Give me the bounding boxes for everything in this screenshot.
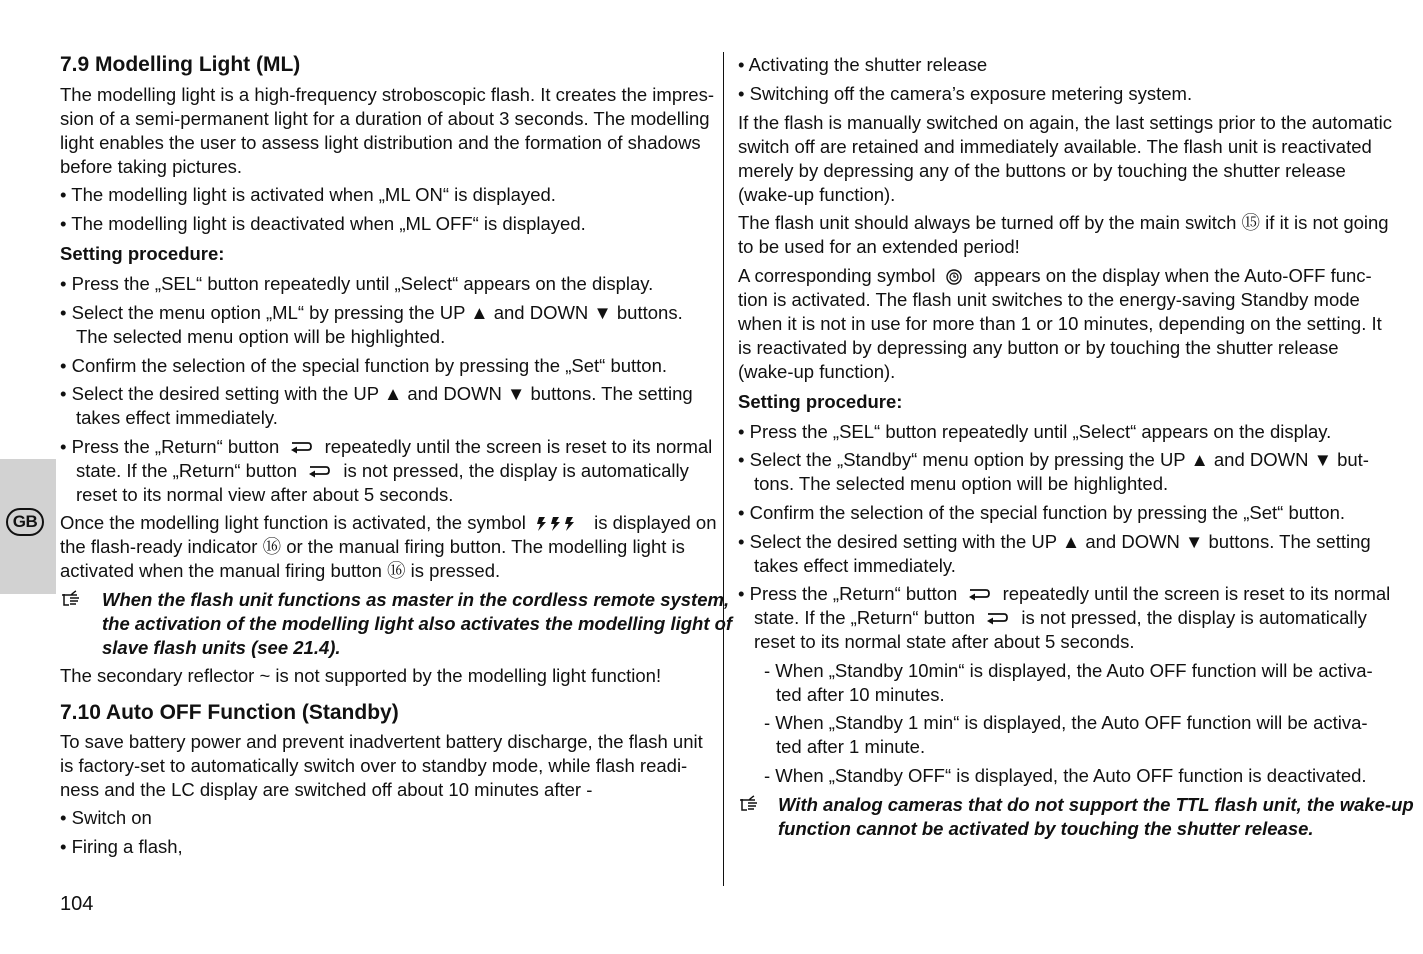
paragraph-line: when it is not in use for more than 1 or 10 minutes, depending on the setting. It [738, 313, 1382, 334]
note-line: the activation of the modelling light also activates the modelling light of [102, 613, 733, 634]
paragraph-text: A corresponding symbol [738, 265, 936, 286]
paragraph-line: To save battery power and prevent inadvertent battery discharge, the flash unit [60, 731, 703, 752]
paragraph-line: ness and the LC display are switched off about 10 minutes after - [60, 779, 593, 800]
step-2: • Select the „Standby“ menu option by pressing the UP ▲ and DOWN ▼ but- [738, 449, 1369, 470]
step-5-cont: reset to its normal state after about 5 seconds. [754, 631, 1135, 652]
step-1: • Press the „SEL“ button repeatedly until „Select“ appears on the display. [60, 273, 654, 294]
paragraph-text: appears on the display when the Auto-OFF func- [973, 265, 1372, 286]
step-5-cont [76, 459, 689, 483]
paragraph-line: activated when the manual firing button ⑯ is pressed. [60, 560, 501, 581]
step-4-cont: takes effect immediately. [754, 555, 956, 576]
dash-item-cont: ted after 1 minute. [776, 736, 926, 757]
bullet-firing: • Firing a flash, [60, 836, 183, 857]
bullet-ml-off: • The modelling light is deactivated when „ML OFF“ is displayed. [60, 213, 586, 234]
paragraph-line: The flash unit should always be turned off by the main switch ⑮ if it is not going [738, 212, 1389, 233]
note-line: slave flash units (see 21.4). [102, 637, 341, 658]
bullet-ml-on: • The modelling light is activated when „ML ON“ is displayed. [60, 184, 556, 205]
step-5-text: is not pressed, the display is automatically [343, 460, 689, 481]
paragraph-line: is factory-set to automatically switch over to standby mode, while flash readi- [60, 755, 688, 776]
dash-item: - When „Standby OFF“ is displayed, the Auto OFF function is deactivated. [764, 765, 1367, 786]
dash-item: - When „Standby 1 min“ is displayed, the Auto OFF function will be activa- [764, 712, 1368, 733]
step-5-text: is not pressed, the display is automatically [1021, 607, 1367, 628]
step-5-cont [754, 606, 1367, 630]
step-5-text: • Press the „Return“ button [738, 583, 958, 604]
paragraph-line: (wake-up function). [738, 361, 896, 382]
step-1: • Press the „SEL“ button repeatedly until „Select“ appears on the display. [738, 421, 1332, 442]
step-5-text: • Press the „Return“ button [60, 436, 280, 457]
step-5-text: state. If the „Return“ button [754, 607, 976, 628]
step-4: • Select the desired setting with the UP ▲ and DOWN ▼ buttons. The setting [60, 383, 693, 404]
paragraph-line: The modelling light is a high-frequency stroboscopic flash. It creates the impres- [60, 84, 714, 105]
paragraph-line: If the flash is manually switched on again, the last settings prior to the automatic [738, 112, 1393, 133]
subheading-setting-procedure: Setting procedure: [738, 391, 903, 412]
bullet-switch-on: • Switch on [60, 807, 152, 828]
step-5 [738, 582, 1390, 606]
paragraph-line: switch off are retained and immediately available. The flash unit is reactivated [738, 136, 1372, 157]
step-2-cont: tons. The selected menu option will be highlighted. [754, 473, 1169, 494]
step-2-cont: The selected menu option will be highlighted. [76, 326, 446, 347]
pointing-hand-icon [738, 793, 768, 819]
return-arrow-icon [984, 611, 1010, 627]
step-4-cont: takes effect immediately. [76, 407, 278, 428]
secondary-reflector-note: The secondary reflector ~ is not supported by the modelling light function! [60, 665, 662, 686]
return-arrow-icon [966, 587, 992, 603]
paragraph-line: is reactivated by depressing any button or by touching the shutter release [738, 337, 1339, 358]
paragraph-line: tion is activated. The flash unit switches to the energy-saving Standby mode [738, 289, 1360, 310]
paragraph-line: (wake-up function). [738, 184, 896, 205]
step-3: • Confirm the selection of the special function by pressing the „Set“ button. [60, 355, 668, 376]
paragraph-text: is displayed on [594, 512, 717, 533]
return-arrow-icon [306, 464, 332, 480]
heading-auto-off: 7.10 Auto OFF Function (Standby) [60, 701, 399, 724]
dash-item: - When „Standby 10min“ is displayed, the Auto OFF function will be activa- [764, 660, 1373, 681]
step-4: • Select the desired setting with the UP ▲ and DOWN ▼ buttons. The setting [738, 531, 1371, 552]
step-5-text: state. If the „Return“ button [76, 460, 298, 481]
paragraph-line: before taking pictures. [60, 156, 243, 177]
paragraph-line [60, 511, 717, 535]
paragraph-line: sion of a semi-permanent light for a duration of about 3 seconds. The modelling [60, 108, 710, 129]
step-5-text: repeatedly until the screen is reset to its normal [324, 436, 713, 457]
note-line: function cannot be activated by touching the shutter release. [778, 818, 1314, 839]
paragraph-line: light enables the user to assess light distribution and the formation of shadows [60, 132, 701, 153]
pointing-hand-icon [60, 588, 90, 614]
paragraph-line: to be used for an extended period! [738, 236, 1020, 257]
note-line: When the flash unit functions as master in the cordless remote system, [102, 589, 730, 610]
return-arrow-icon [288, 440, 314, 456]
paragraph-text: Once the modelling light function is activated, the symbol [60, 512, 526, 533]
dash-item-cont: ted after 10 minutes. [776, 684, 945, 705]
column-divider [723, 52, 724, 886]
page-number: 104 [60, 893, 94, 915]
heading-modelling-light: 7.9 Modelling Light (ML) [60, 53, 301, 76]
standby-clock-icon [945, 268, 963, 286]
subheading-setting-procedure: Setting procedure: [60, 243, 225, 264]
note-line: With analog cameras that do not support the TTL flash unit, the wake-up [778, 794, 1414, 815]
step-5-text: repeatedly until the screen is reset to its normal [1002, 583, 1391, 604]
language-badge: GB [6, 508, 44, 536]
paragraph-line: merely by depressing any of the buttons or by touching the shutter release [738, 160, 1346, 181]
paragraph-line: the flash-ready indicator ⑯ or the manual firing button. The modelling light is [60, 536, 685, 557]
bullet-metering: • Switching off the camera’s exposure metering system. [738, 83, 1193, 104]
step-5 [60, 435, 712, 459]
step-3: • Confirm the selection of the special function by pressing the „Set“ button. [738, 502, 1346, 523]
bullet-shutter: • Activating the shutter release [738, 54, 988, 75]
triple-lightning-icon [535, 516, 579, 532]
step-5-cont: reset to its normal view after about 5 seconds. [76, 484, 454, 505]
step-2: • Select the menu option „ML“ by pressing the UP ▲ and DOWN ▼ buttons. [60, 302, 683, 323]
paragraph-line [738, 264, 1372, 288]
